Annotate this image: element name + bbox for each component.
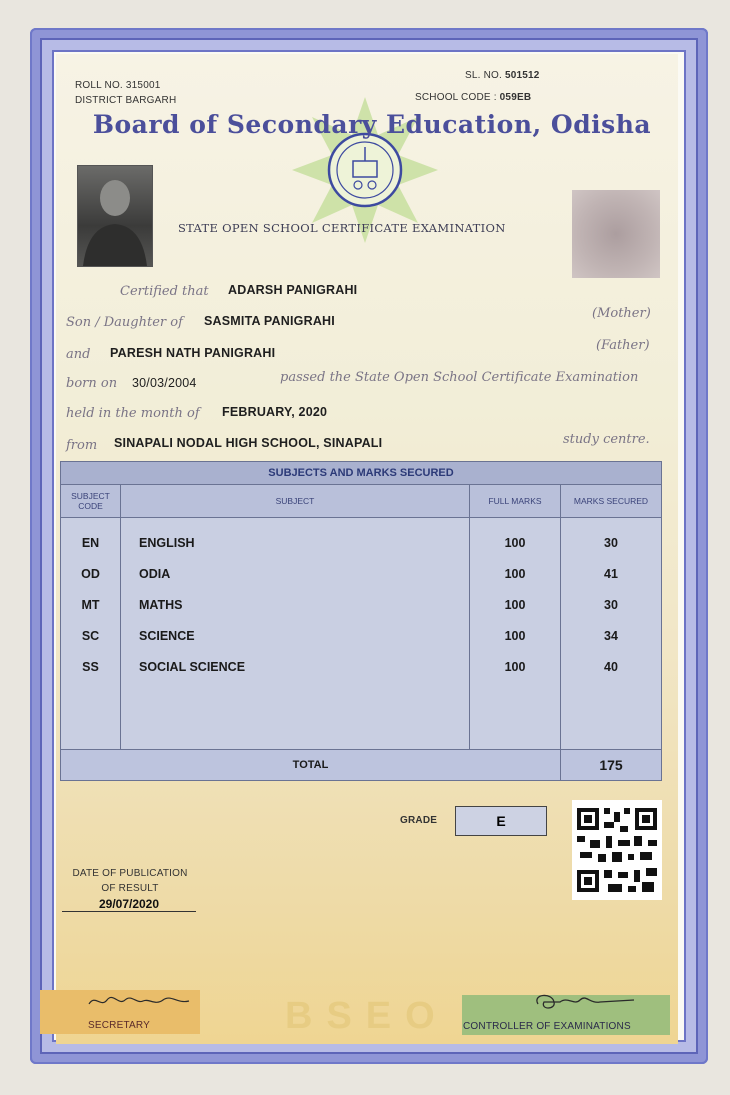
exam-title: STATE OPEN SCHOOL CERTIFICATE EXAMINATION [178, 221, 506, 235]
publication-label: DATE OF PUBLICATION OF RESULT [72, 868, 188, 894]
born-label: born on [66, 376, 118, 391]
board-title: Board of Secondary Education, Odisha [92, 110, 652, 139]
exam-month: FEBRUARY, 2020 [222, 405, 328, 419]
subject-name: ENGLISH [139, 536, 195, 550]
marks-table [60, 461, 662, 781]
watermark: BSEO [285, 995, 449, 1037]
publication-date: 29/07/2020 [62, 897, 196, 912]
date-of-birth: 30/03/2004 [132, 376, 197, 390]
seal-stamp [572, 190, 660, 278]
passed-text: passed the State Open School Certificate Examination [280, 370, 639, 385]
study-centre-label: study centre. [563, 432, 650, 447]
full-marks: 100 [504, 598, 526, 612]
marks-secured: 30 [604, 598, 618, 612]
student-photo [77, 165, 153, 267]
study-centre-name: SINAPALI NODAL HIGH SCHOOL, SINAPALI [114, 436, 383, 450]
grade-value: E [455, 806, 547, 836]
subjects-column [121, 518, 470, 750]
subject-name: SOCIAL SCIENCE [139, 660, 246, 674]
subject-name: ODIA [139, 567, 171, 581]
header-marks-secured: MARKS SECURED [561, 485, 662, 518]
total-marks: 175 [561, 750, 662, 781]
full-marks: 100 [504, 660, 526, 674]
marks-secured: 30 [604, 536, 618, 550]
from-label: from [66, 438, 98, 453]
controller-label: CONTROLLER OF EXAMINATIONS [463, 1021, 631, 1032]
header-subject-code: SUBJECT CODE [61, 485, 121, 518]
qr-code-icon [572, 800, 662, 900]
student-name: ADARSH PANIGRAHI [228, 283, 358, 297]
full-marks: 100 [504, 567, 526, 581]
full-marks: 100 [504, 629, 526, 643]
serial-number: SL. NO. 501512 [465, 70, 540, 81]
mother-name: SASMITA PANIGRAHI [204, 314, 335, 328]
controller-signature [530, 990, 640, 1014]
total-label: TOTAL [61, 750, 561, 781]
certified-label: Certified that [120, 284, 209, 299]
secretary-signature [85, 992, 195, 1012]
subject-name: SCIENCE [139, 629, 195, 643]
full-marks: 100 [504, 536, 526, 550]
subject-name: MATHS [139, 598, 183, 612]
table-caption: SUBJECTS AND MARKS SECURED [61, 462, 662, 485]
mother-label: (Mother) [592, 306, 651, 321]
header-subject: SUBJECT [121, 485, 470, 518]
father-name: PARESH NATH PANIGRAHI [110, 346, 276, 360]
marks-secured: 40 [604, 660, 618, 674]
marks-secured: 41 [604, 567, 618, 581]
and-label: and [66, 347, 91, 362]
subject-codes-column [61, 518, 121, 750]
header-full-marks: FULL MARKS [470, 485, 561, 518]
roll-number: ROLL NO. 315001 [75, 80, 161, 91]
full-marks-column [470, 518, 561, 750]
secretary-label: SECRETARY [88, 1020, 151, 1031]
subject-code: SC [81, 629, 100, 643]
school-code: SCHOOL CODE : 059EB [415, 92, 532, 103]
son-daughter-label: Son / Daughter of [66, 315, 183, 330]
subject-code: OD [81, 567, 100, 581]
marks-secured-column [561, 518, 662, 750]
subject-code: SS [82, 660, 99, 674]
held-label: held in the month of [66, 406, 200, 421]
district: DISTRICT BARGARH [75, 95, 177, 106]
marks-secured: 34 [604, 629, 618, 643]
subject-code: EN [81, 536, 100, 550]
subject-code: MT [81, 598, 100, 612]
father-label: (Father) [596, 338, 650, 353]
grade-label: GRADE [400, 815, 438, 826]
